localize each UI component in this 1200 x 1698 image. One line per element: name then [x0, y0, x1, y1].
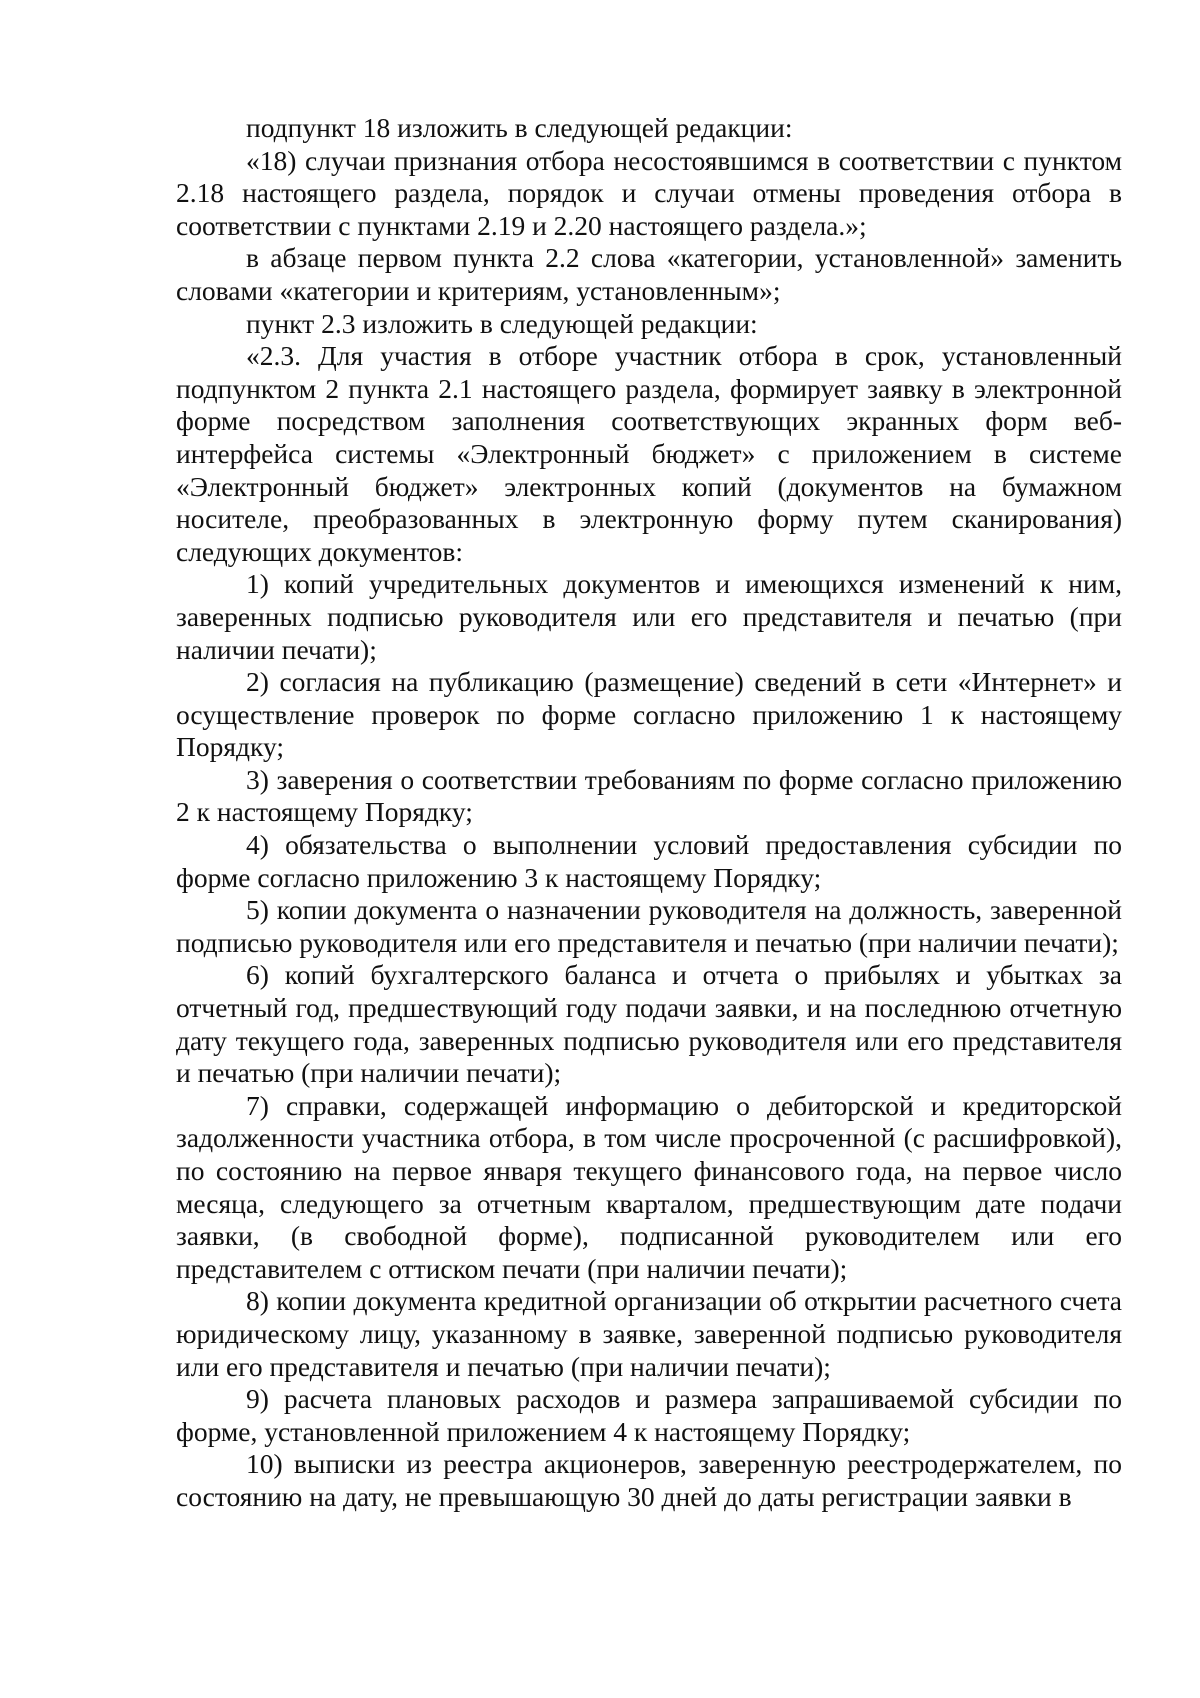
- list-item-2: 2) согласия на публикацию (размещение) сведений в сети «Интернет» и осуществление проверок по форме согласно приложению 1 к настоящему Порядку;: [176, 666, 1122, 763]
- paragraph-point-2-3-intro: пункт 2.3 изложить в следующей редакции:: [246, 307, 758, 339]
- paragraph-subpoint-18-intro: подпункт 18 изложить в следующей редакции:: [246, 112, 793, 143]
- paragraph-subpoint-18-text: «18) случаи признания отбора несостоявшимся в соответствии с пунктом 2.18 настоящего раздела, порядок и случаи отмены проведения отбора в соответствии с пунктами 2.19 и 2.20 настоящего раздела.»;: [176, 144, 1122, 241]
- list-item-1: 1) копий учредительных документов и имеющихся изменений к ним, заверенных подписью руководителя или его представителя и печатью (при наличии печати);: [176, 568, 1122, 665]
- list-item-3: 3) заверения о соответствии требованиям по форме согласно приложению 2 к настоящему Порядку;: [176, 763, 1122, 828]
- list-item-9: 9) расчета плановых расходов и размера запрашиваемой субсидии по форме, установленной приложением 4 к настоящему Порядку;: [176, 1383, 1122, 1447]
- list-item-5: 5) копии документа о назначении руководителя на должность, заверенной подписью руководителя или его представителя и печатью (при наличии печати);: [176, 894, 1122, 958]
- list-item-10: 10) выписки из реестра акционеров, заверенную реестродержателем, по состоянию на дату, не превышающую 30 дней до даты регистрации заявки в: [176, 1448, 1122, 1512]
- list-item-8: 8) копии документа кредитной организации об открытии расчетного счета юридическому лицу, указанному в заявке, заверенной подписью руководителя или его представителя и печатью (при наличии печати);: [176, 1285, 1122, 1382]
- paragraph-point-2-2-amendment: в абзаце первом пункта 2.2 слова «категории, установленной» заменить словами «категории и критериям, установленным»;: [176, 242, 1122, 306]
- list-item-7: 7) справки, содержащей информацию о дебиторской и кредиторской задолженности участника отбора, в том числе просроченной (с расшифровкой), по состоянию на первое января текущего финансового года, на первое число месяца, следующего за отчетным кварталом, предшествующим дате подачи заявки, (в свободной форме), подписанной руководителем или его представителем с оттиском печати (при наличии печати);: [176, 1089, 1122, 1284]
- list-item-6: 6) копий бухгалтерского баланса и отчета о прибылях и убытках за отчетный год, предшествующий году подачи заявки, и на последнюю отчетную дату текущего года, заверенных подписью руководителя или его представителя и печатью (при наличии печати);: [176, 959, 1122, 1089]
- document-page: [176, 112, 1122, 1514]
- list-item-4: 4) обязательства о выполнении условий предоставления субсидии по форме согласно приложению 3 к настоящему Порядку;: [176, 829, 1122, 893]
- paragraph-point-2-3-text: «2.3. Для участия в отборе участник отбора в срок, установленный подпунктом 2 пункта 2.1 настоящего раздела, формирует заявку в электронной форме посредством заполнения соответствующих экранных форм веб-интерфейса системы «Электронный бюджет» с приложением в системе «Электронный бюджет» электронных копий (документов на бумажном носителе, преобразованных в электронную форму путем сканирования) следующих документов:: [176, 340, 1122, 567]
